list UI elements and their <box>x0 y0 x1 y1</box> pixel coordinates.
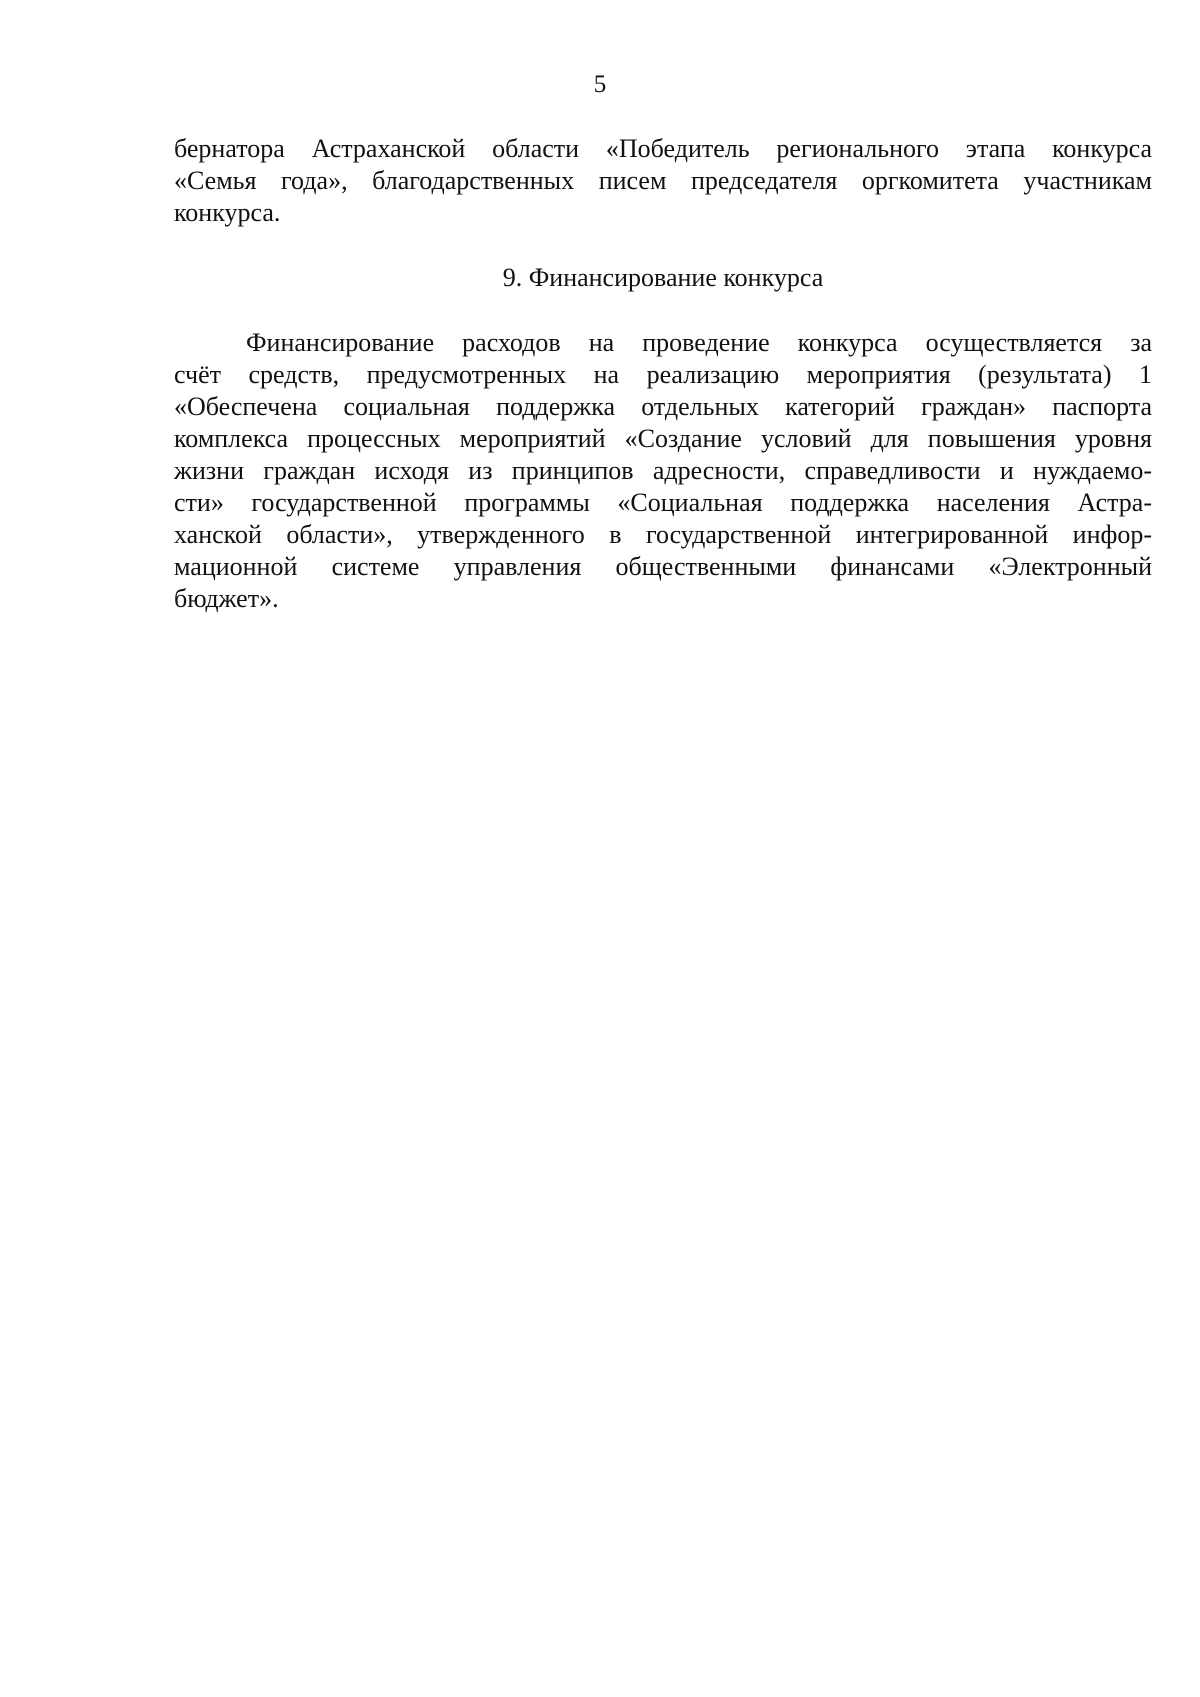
document-body <box>174 133 1152 615</box>
section-heading: 9. Финансирование конкурса <box>502 263 824 292</box>
text-line: конкурса. <box>174 198 281 227</box>
text-line: сти» государственной программы «Социальная поддержка населения Астра- <box>174 488 1152 517</box>
text-line: ханской области», утвержденного в государственной интегрированной инфор- <box>174 520 1152 549</box>
page-number: 5 <box>593 71 607 98</box>
text-line: жизни граждан исходя из принципов адресности, справедливости и нуждаемо- <box>174 456 1152 485</box>
continued-paragraph <box>174 133 1152 229</box>
text-line: комплекса процессных мероприятий «Создание условий для повышения уровня <box>174 424 1152 453</box>
text-line: Финансирование расходов на проведение конкурса осуществляется за <box>246 328 1152 357</box>
text-line: мационной системе управления общественными финансами «Электронный <box>174 552 1152 581</box>
text-line: «Семья года», благодарственных писем председателя оргкомитета участникам <box>174 166 1152 195</box>
text-line: счёт средств, предусмотренных на реализацию мероприятия (результата) 1 <box>174 360 1152 389</box>
section-paragraph <box>174 327 1152 615</box>
text-line: бюджет». <box>174 584 279 613</box>
text-line: «Обеспечена социальная поддержка отдельных категорий граждан» паспорта <box>174 392 1152 421</box>
text-line: бернатора Астраханской области «Победитель регионального этапа конкурса <box>174 134 1152 163</box>
